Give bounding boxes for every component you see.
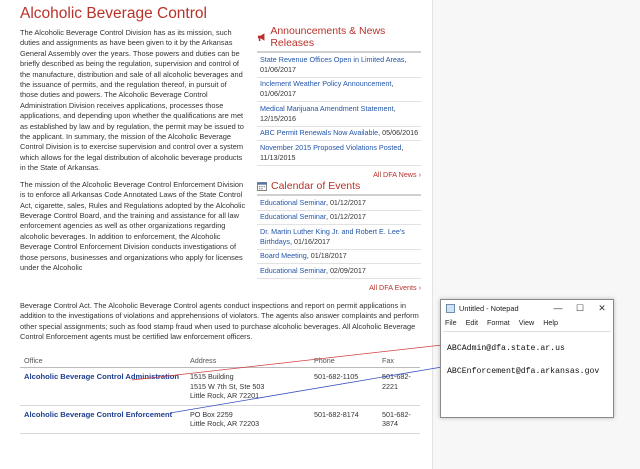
notepad-title: Untitled - Notepad bbox=[459, 303, 519, 313]
announcement-link[interactable]: ABC Permit Renewals Now Available bbox=[260, 128, 379, 137]
event-date: 01/18/2017 bbox=[310, 251, 347, 260]
header-fax: Fax bbox=[378, 355, 420, 368]
intro-paragraph: The Alcoholic Beverage Control Division has as its mission, such duties and assignments as have been given to it by the Arkansas General Assembly over the years. Those powers and duties can be briefly described as being the regulation, supervision and control of the manufacture, distribution and sale of all alcoholic beverages and the issuance of permits, and the regulation thereof, in pursuit of those duties and powers. The Alcoholic Beverage Control Administration Division receives applications, processes those applications, and depending upon whether the qualifications are met as established by law and by regulation, the permit may be issued to the applicant. In summary, the mission of the Alcoholic Beverage Control Division is to exercise supervision and control over a system which allows for the legal distribution of alcoholic beverage products in the State of Arkansas. bbox=[20, 28, 244, 173]
announcement-item[interactable]: Medical Marijuana Amendment Statement, 12/15/2016 bbox=[257, 102, 421, 127]
office-phone: 501-682-1105 bbox=[310, 368, 378, 406]
notepad-icon bbox=[446, 304, 455, 313]
enforcement-paragraph-a: The mission of the Alcoholic Beverage Control Enforcement Division is to enforce all Arkansas Code Annotated Laws of the State Control Act, cigarette, sales, Rules and Regulations adopted by the Alcoholic Beverage Control Board, and the training and assistance for all law enforcement agencies as well as other organizations regarding alcoholic beverages. In addition to enforcement, the Alcoholic Beverage Control Enforcement Division conducts investigations of those persons, businesses and organizations who apply for licenses under the Alcoholic bbox=[20, 179, 246, 272]
minimize-button[interactable]: — bbox=[553, 303, 563, 313]
event-date: 01/16/2017 bbox=[293, 236, 330, 246]
event-link[interactable]: Board Meeting bbox=[260, 251, 307, 260]
office-phone: 501-682-8174 bbox=[310, 405, 378, 433]
notepad-menubar bbox=[441, 316, 613, 329]
notepad-window bbox=[440, 299, 614, 418]
office-fax: 501-682-2221 bbox=[378, 368, 420, 406]
event-link[interactable]: Educational Seminar bbox=[260, 212, 326, 221]
notepad-line-enforcement-email: ABCEnforcement@dfa.arkansas.gov bbox=[447, 367, 600, 376]
office-fax: 501-682-3874 bbox=[378, 405, 420, 433]
header-phone: Phone bbox=[310, 355, 378, 368]
maximize-button[interactable]: ☐ bbox=[575, 302, 585, 313]
header-office: Office bbox=[20, 355, 186, 368]
notepad-text-area[interactable] bbox=[443, 331, 611, 415]
announcement-item[interactable]: Inclement Weather Policy Announcement, 01/06/2017 bbox=[257, 78, 421, 103]
event-date: 01/12/2017 bbox=[329, 212, 366, 221]
office-address-line: Little Rock, AR 72203 bbox=[190, 419, 260, 429]
announcement-date: 01/06/2017 bbox=[260, 64, 296, 74]
event-link[interactable]: Educational Seminar bbox=[260, 265, 326, 275]
calendar-heading-text: Calendar of Events bbox=[271, 180, 361, 192]
calendar-item[interactable]: Educational Seminar, 01/12/2017 bbox=[257, 211, 421, 226]
calendar-item[interactable]: Board Meeting, 01/18/2017 bbox=[257, 250, 421, 265]
announcement-item[interactable]: State Revenue Offices Open in Limited Areas, 01/06/2017 bbox=[257, 53, 421, 78]
calendar-item[interactable]: Dr. Martin Luther King Jr. and Robert E. Lee's Birthdays, 01/16/2017 bbox=[257, 225, 421, 250]
enforcement-paragraph-b: Beverage Control Act. The Alcoholic Beverage Control agents conduct inspections and report on permit applications in addition to the investigations of violations and apprehensions of violators. The agents also answer complaints and perform other special assignments; such as food stamp fraud when used to purchase alcoholic beverages. All Alcoholic Beverage Control Enforcement agents must be certified law enforcement officers. bbox=[20, 301, 419, 342]
announcement-item[interactable]: ABC Permit Renewals Now Available, 05/06/2016 bbox=[257, 127, 421, 142]
announcements-heading-text: Announcements & News Releases bbox=[270, 25, 386, 49]
event-date: 02/09/2017 bbox=[329, 265, 366, 275]
office-name-link[interactable]: Alcoholic Beverage Control Enforcement bbox=[24, 409, 173, 419]
announcement-date: 12/15/2016 bbox=[260, 113, 296, 123]
header-address: Address bbox=[186, 355, 310, 368]
office-address-line: Little Rock, AR 72201 bbox=[190, 391, 260, 401]
announcement-link[interactable]: November 2015 Proposed Violations Posted bbox=[260, 142, 402, 152]
menu-edit[interactable]: Edit bbox=[465, 318, 478, 327]
announcement-link[interactable]: Inclement Weather Policy Announcement bbox=[260, 79, 392, 88]
office-address-line: 1515 Building bbox=[190, 372, 234, 381]
announcement-date: 01/06/2017 bbox=[260, 89, 296, 98]
all-dfa-events-link[interactable]: All DFA Events › bbox=[369, 282, 421, 292]
all-dfa-news-link[interactable]: All DFA News › bbox=[373, 169, 421, 179]
event-link[interactable]: Educational Seminar bbox=[260, 197, 326, 207]
event-link[interactable]: Dr. Martin Luther King Jr. and Robert E. Lee's Birthdays bbox=[260, 226, 405, 246]
calendar-item[interactable]: Educational Seminar, 02/09/2017 bbox=[257, 264, 421, 279]
office-address-line: PO Box 2259 bbox=[190, 409, 233, 419]
menu-format[interactable]: Format bbox=[486, 318, 510, 327]
close-button[interactable]: ✕ bbox=[598, 302, 606, 313]
event-date: 01/12/2017 bbox=[329, 197, 366, 207]
announcement-date: 05/06/2016 bbox=[382, 128, 419, 137]
enforcement-connector-line bbox=[170, 367, 442, 413]
office-name-link[interactable]: Alcoholic Beverage Control Administration bbox=[24, 372, 179, 381]
announcement-link[interactable]: State Revenue Offices Open in Limited Areas bbox=[260, 54, 405, 64]
notepad-titlebar[interactable] bbox=[441, 300, 613, 316]
announcement-date: 11/13/2015 bbox=[260, 152, 296, 162]
notepad-line-admin-email: ABCAdmin@dfa.state.ar.us bbox=[447, 344, 565, 353]
menu-help[interactable]: Help bbox=[543, 318, 558, 327]
calendar-item[interactable]: Educational Seminar, 01/12/2017 bbox=[257, 196, 421, 211]
announcement-item[interactable]: November 2015 Proposed Violations Posted, 11/13/2015 bbox=[257, 141, 421, 166]
menu-file[interactable]: File bbox=[445, 318, 457, 327]
page-title: Alcoholic Beverage Control bbox=[20, 5, 207, 22]
menu-view[interactable]: View bbox=[518, 318, 535, 327]
announcement-link[interactable]: Medical Marijuana Amendment Statement bbox=[260, 103, 394, 113]
office-address-line: 1515 W 7th St, Ste 503 bbox=[190, 381, 265, 391]
